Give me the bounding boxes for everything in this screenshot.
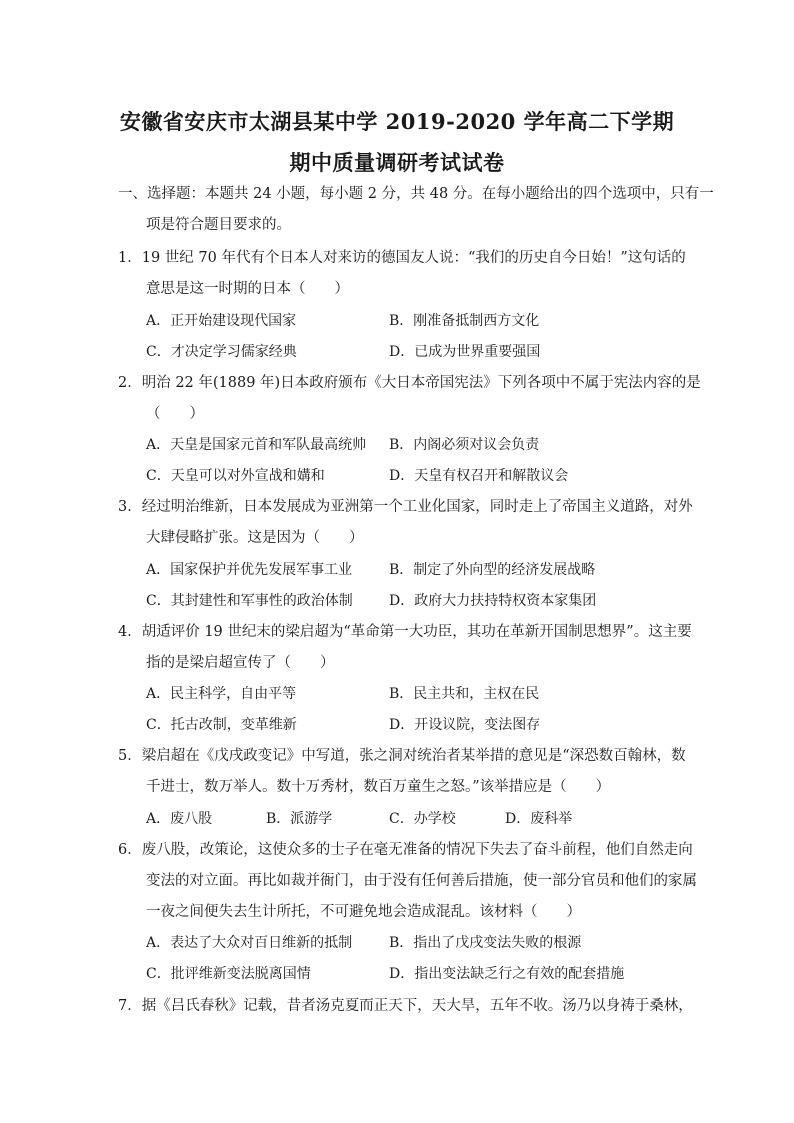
question-6-option-b[interactable]: B．指出了戊戌变法失败的根源 (389, 935, 582, 951)
question-3-option-d[interactable]: D．政府大力扶持特权资本家集团 (389, 593, 597, 609)
section-instructions-cont: 项是符合题目要求的。 (146, 217, 291, 233)
question-2-option-d[interactable]: D．天皇有权召开和解散议会 (389, 468, 569, 484)
question-3-stem: 3．经过明治维新，日本发展成为亚洲第一个工业化国家，同时走上了帝国主义道路，对外 (118, 499, 693, 515)
question-6-stem-cont-1: 变法的对立面。再比如裁并衙门，由于没有任何善后措施，使一部分官员和他们的家属 (146, 873, 697, 889)
question-5-option-d[interactable]: D．废科举 (505, 811, 573, 827)
question-3-stem-cont: 大肆侵略扩张。这是因为（ ） (146, 530, 364, 546)
question-6-option-c[interactable]: C．批评维新变法脱离国情 (146, 966, 311, 982)
question-4-option-a[interactable]: A．民主科学，自由平等 (146, 686, 297, 702)
question-6-option-a[interactable]: A．表达了大众对百日维新的抵制 (146, 935, 353, 951)
question-4-option-c[interactable]: C．托古改制，变革维新 (146, 717, 297, 733)
question-2-stem-cont: （ ） (146, 406, 204, 422)
question-5-option-b[interactable]: B．派游学 (266, 811, 333, 827)
question-6-stem-cont-2: 一夜之间便失去生计所托，不可避免地会造成混乱。该材料（ ） (146, 904, 581, 920)
question-4-option-b[interactable]: B．民主共和，主权在民 (389, 686, 540, 702)
question-1-stem: 1．19 世纪 70 年代有个日本人对来访的德国友人说：“我们的历史自今日始！”这句话的 (118, 250, 686, 266)
question-6-option-d[interactable]: D．指出变法缺乏行之有效的配套措施 (389, 966, 625, 982)
question-3-option-b[interactable]: B．制定了外向型的经济发展战略 (389, 562, 596, 578)
question-1-stem-cont: 意思是这一时期的日本（ ） (146, 281, 349, 297)
question-7-stem: 7．据《吕氏春秋》记载，昔者汤克夏而正天下，天大旱，五年不收。汤乃以身祷于桑林， (118, 998, 693, 1014)
question-5-option-a[interactable]: A．废八股 (146, 811, 213, 827)
question-2-option-b[interactable]: B．内阁必须对议会负责 (389, 437, 540, 453)
question-6-stem: 6．废八股，改策论，这使众多的士子在毫无准备的情况下失去了奋斗前程，他们自然走向 (118, 842, 693, 858)
question-4-stem-cont: 指的是梁启超宣传了（ ） (146, 655, 335, 671)
question-2-option-c[interactable]: C．天皇可以对外宣战和媾和 (146, 468, 325, 484)
question-3-option-a[interactable]: A．国家保护并优先发展军事工业 (146, 562, 353, 578)
question-1-option-b[interactable]: B．刚准备抵制西方文化 (389, 313, 540, 329)
question-1-option-a[interactable]: A．正开始建设现代国家 (146, 313, 297, 329)
question-4-stem: 4．胡适评价 19 世纪末的梁启超为“革命第一大功臣，其功在革新开国制思想界”。这主要 (118, 624, 692, 640)
question-5-stem-cont: 千进士，数万举人。数十万秀材，数百万童生之怒。”该举措应是（ ） (146, 779, 611, 795)
exam-title-line1: 安徽省安庆市太湖县某中学 2019-2020 学年高二下学期 (119, 109, 675, 134)
question-2-stem: 2．明治 22 年(1889 年)日本政府颁布《大日本帝国宪法》下列各项中不属于宪法内容的是 (118, 375, 701, 391)
question-1-option-c[interactable]: C．才决定学习儒家经典 (146, 344, 297, 360)
question-2-option-a[interactable]: A．天皇是国家元首和军队最高统帅 (146, 437, 367, 453)
question-1-option-d[interactable]: D．已成为世界重要强国 (389, 344, 541, 360)
section-instructions: 一、选择题：本题共 24 小题，每小题 2 分，共 48 分。在每小题给出的四个选项中，只有一 (118, 186, 714, 202)
question-5-option-c[interactable]: C．办学校 (389, 811, 456, 827)
question-3-option-c[interactable]: C．其封建性和军事性的政治体制 (146, 593, 353, 609)
question-4-option-d[interactable]: D．开设议院，变法图存 (389, 717, 541, 733)
question-5-stem: 5．梁启超在《戊戌政变记》中写道，张之洞对统治者某举措的意见是“深恐数百翰林，数 (118, 748, 686, 764)
exam-title-line2: 期中质量调研考试试卷 (289, 150, 505, 175)
